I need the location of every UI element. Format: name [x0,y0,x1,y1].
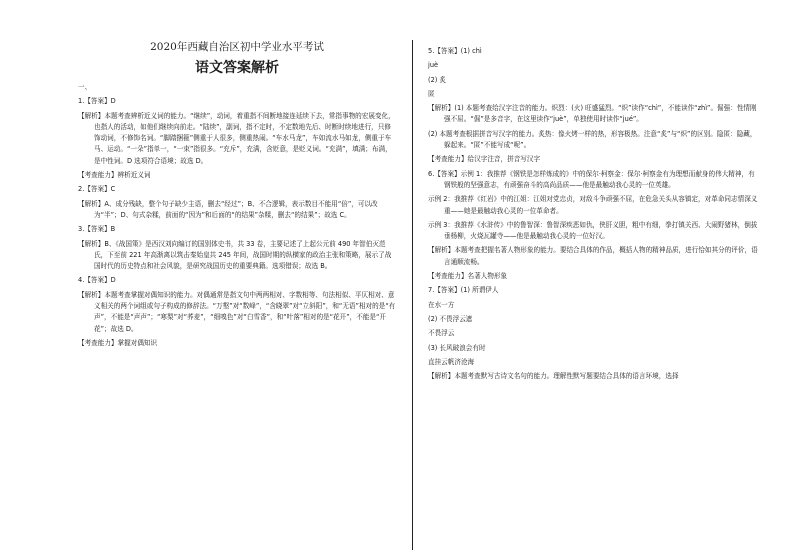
answer-line: 2.【答案】C [78,185,116,194]
analysis-paragraph: 【解析】本题考查掌握对偶知识的能力。对偶通常是指文句中两两相对、字数相等、句法相似、平仄相对、意义相关的两个词组或句子构成的修辞法。“万壑”对“数峰”，“含晓翠”对“立斜阳”，和“无语”相对的是“有声”，不能是“声声”；“寒梨”对“荞麦”，“细嗅色”对“白雪香”，和“叶落”相对的是“花开”，不能是“开花”；故选 D。 [78,290,396,333]
answer-line: 1.【答案】D [78,97,116,106]
analysis-paragraph: 6.【答案】示例 1：我推荐《钢铁是怎样炼成的》中的保尔·柯察金：保尔·柯察金有为理想而献身的伟大精神，有钢铁般的坚强意志，有顽强奋斗的高尚品质——他是最触动我心灵的一位英雄。 [428,169,755,189]
answer-line: (2) 炙 [428,75,447,84]
analysis-paragraph: 【解析】B、《战国策》是西汉刘向编订的国别体史书，共 33 卷，主要记述了上起公元前 490 年智伯灭范氏，下至前 221 年高渐离以筑击秦始皇共 245 年间，战国时期的纵横家的政治主张和策略，展示了战国时代的历史特点和社会风貌，是研究战国历史的重要典籍。选项错误；故选 B。 [78,239,392,271]
ability-line: 【考查能力】掌握对偶知识 [78,338,158,347]
right-answers [428,46,758,385]
ability-line: 【考查能力】辨析近义词 [78,171,151,180]
answer-line: 不畏浮云 [428,329,455,338]
page-title: 语文答案解析 [195,60,279,76]
analysis-paragraph: (2) 本题考查根据拼音写汉字的能力。炙热：像火烤一样的热，形容极热。注意“炙”与“炽”的区别。隐匿：隐藏，躲起来。“匿”不能写成“呢”。 [428,129,757,150]
answer-line: 直挂云帆济沧海 [428,357,475,366]
section-heading: 一、 [78,83,92,91]
analysis-paragraph: 示例 3：我推荐《水浒传》中的鲁智深：鲁智深疾恶如仇，侠肝义胆，粗中有细，拳打镇关西、大闹野猪林，倒拔垂杨柳，火烧瓦罐寺——他是最触动我心灵的一位好汉。 [428,220,758,241]
exam-title: 2020年西藏自治区初中学业水平考试 [150,41,324,53]
answer-line: (3) 长风破浪会有时 [428,343,486,352]
analysis-paragraph: 【解析】A、成分残缺，整个句子缺少主语，删去“经过”；B、不合逻辑，表示数目不能用“倍”，可以改为“半”；D、句式杂糅，前面的“因为”和后面的“的结果”杂糅，删去“的结果”；故选 C。 [78,199,378,219]
column-divider [412,40,413,550]
analysis-paragraph: 【解析】本题考查默写古诗文名句的能力。理解性默写题要结合具体的语言环境，选择 [428,372,679,381]
answer-line: 7.【答案】(1) 所谓伊人 [428,286,499,295]
analysis-paragraph: 【解析】(1) 本题考查给汉字注音的能力。炽烈：(火) 旺盛猛烈。“炽”读作“chì”，不能读作“zhì”。倔强：性情刚强不屈。“倔”是多音字，在这里读作“juè”，单独使用时读作“jué”。 [428,104,757,124]
answer-line: 5.【答案】(1) chì [428,47,482,55]
answer-line: (2) 不畏浮云遮 [428,314,473,323]
answer-line: 4.【答案】D [78,276,116,285]
left-answers [78,82,396,352]
answer-line: 在水一方 [428,300,455,309]
ability-line: 【考查能力】给汉字注音，拼音写汉字 [428,155,541,164]
answer-line: 3.【答案】B [78,225,116,234]
answer-line: 匿 [428,89,435,98]
answer-line: juè [428,61,439,70]
ability-line: 【考查能力】名著人物形象 [428,272,508,281]
analysis-paragraph: 【解析】本题考查辨析近义词的能力。“继续”，动词，着重指不间断地接连延续下去，常指事物的宏展变化，也指人的活动，如他们继续向前走。“陆续”，副词，指不定时，不定数地先后、时断时续地进行，只修饰动词，不修饰名词。“脚踏捆箍”侧重于人很多，侧重热闹。“车水马龙”，车如流水马如龙，侧重于车马、运动。“一朵”指单一，“一束”指很多。“充斥”，充满，含贬意，是贬义词。“充满”，填满；布满，是中性词。D 选项符合语境；故选 D。 [78,111,395,165]
analysis-paragraph: 【解析】本题考查把握名著人物形象的能力。要结合具体的作品，概括人物的精神品质，进行恰如其分的评价，语言通顺流畅。 [428,246,758,266]
analysis-paragraph: 示例 2：我推荐《红岩》中的江姐：江姐对党忠贞，对敌斗争顽强不屈，在危急关头从容镇定，对革命同志情深义重——她是最触动我心灵的一位革命者。 [428,195,758,215]
